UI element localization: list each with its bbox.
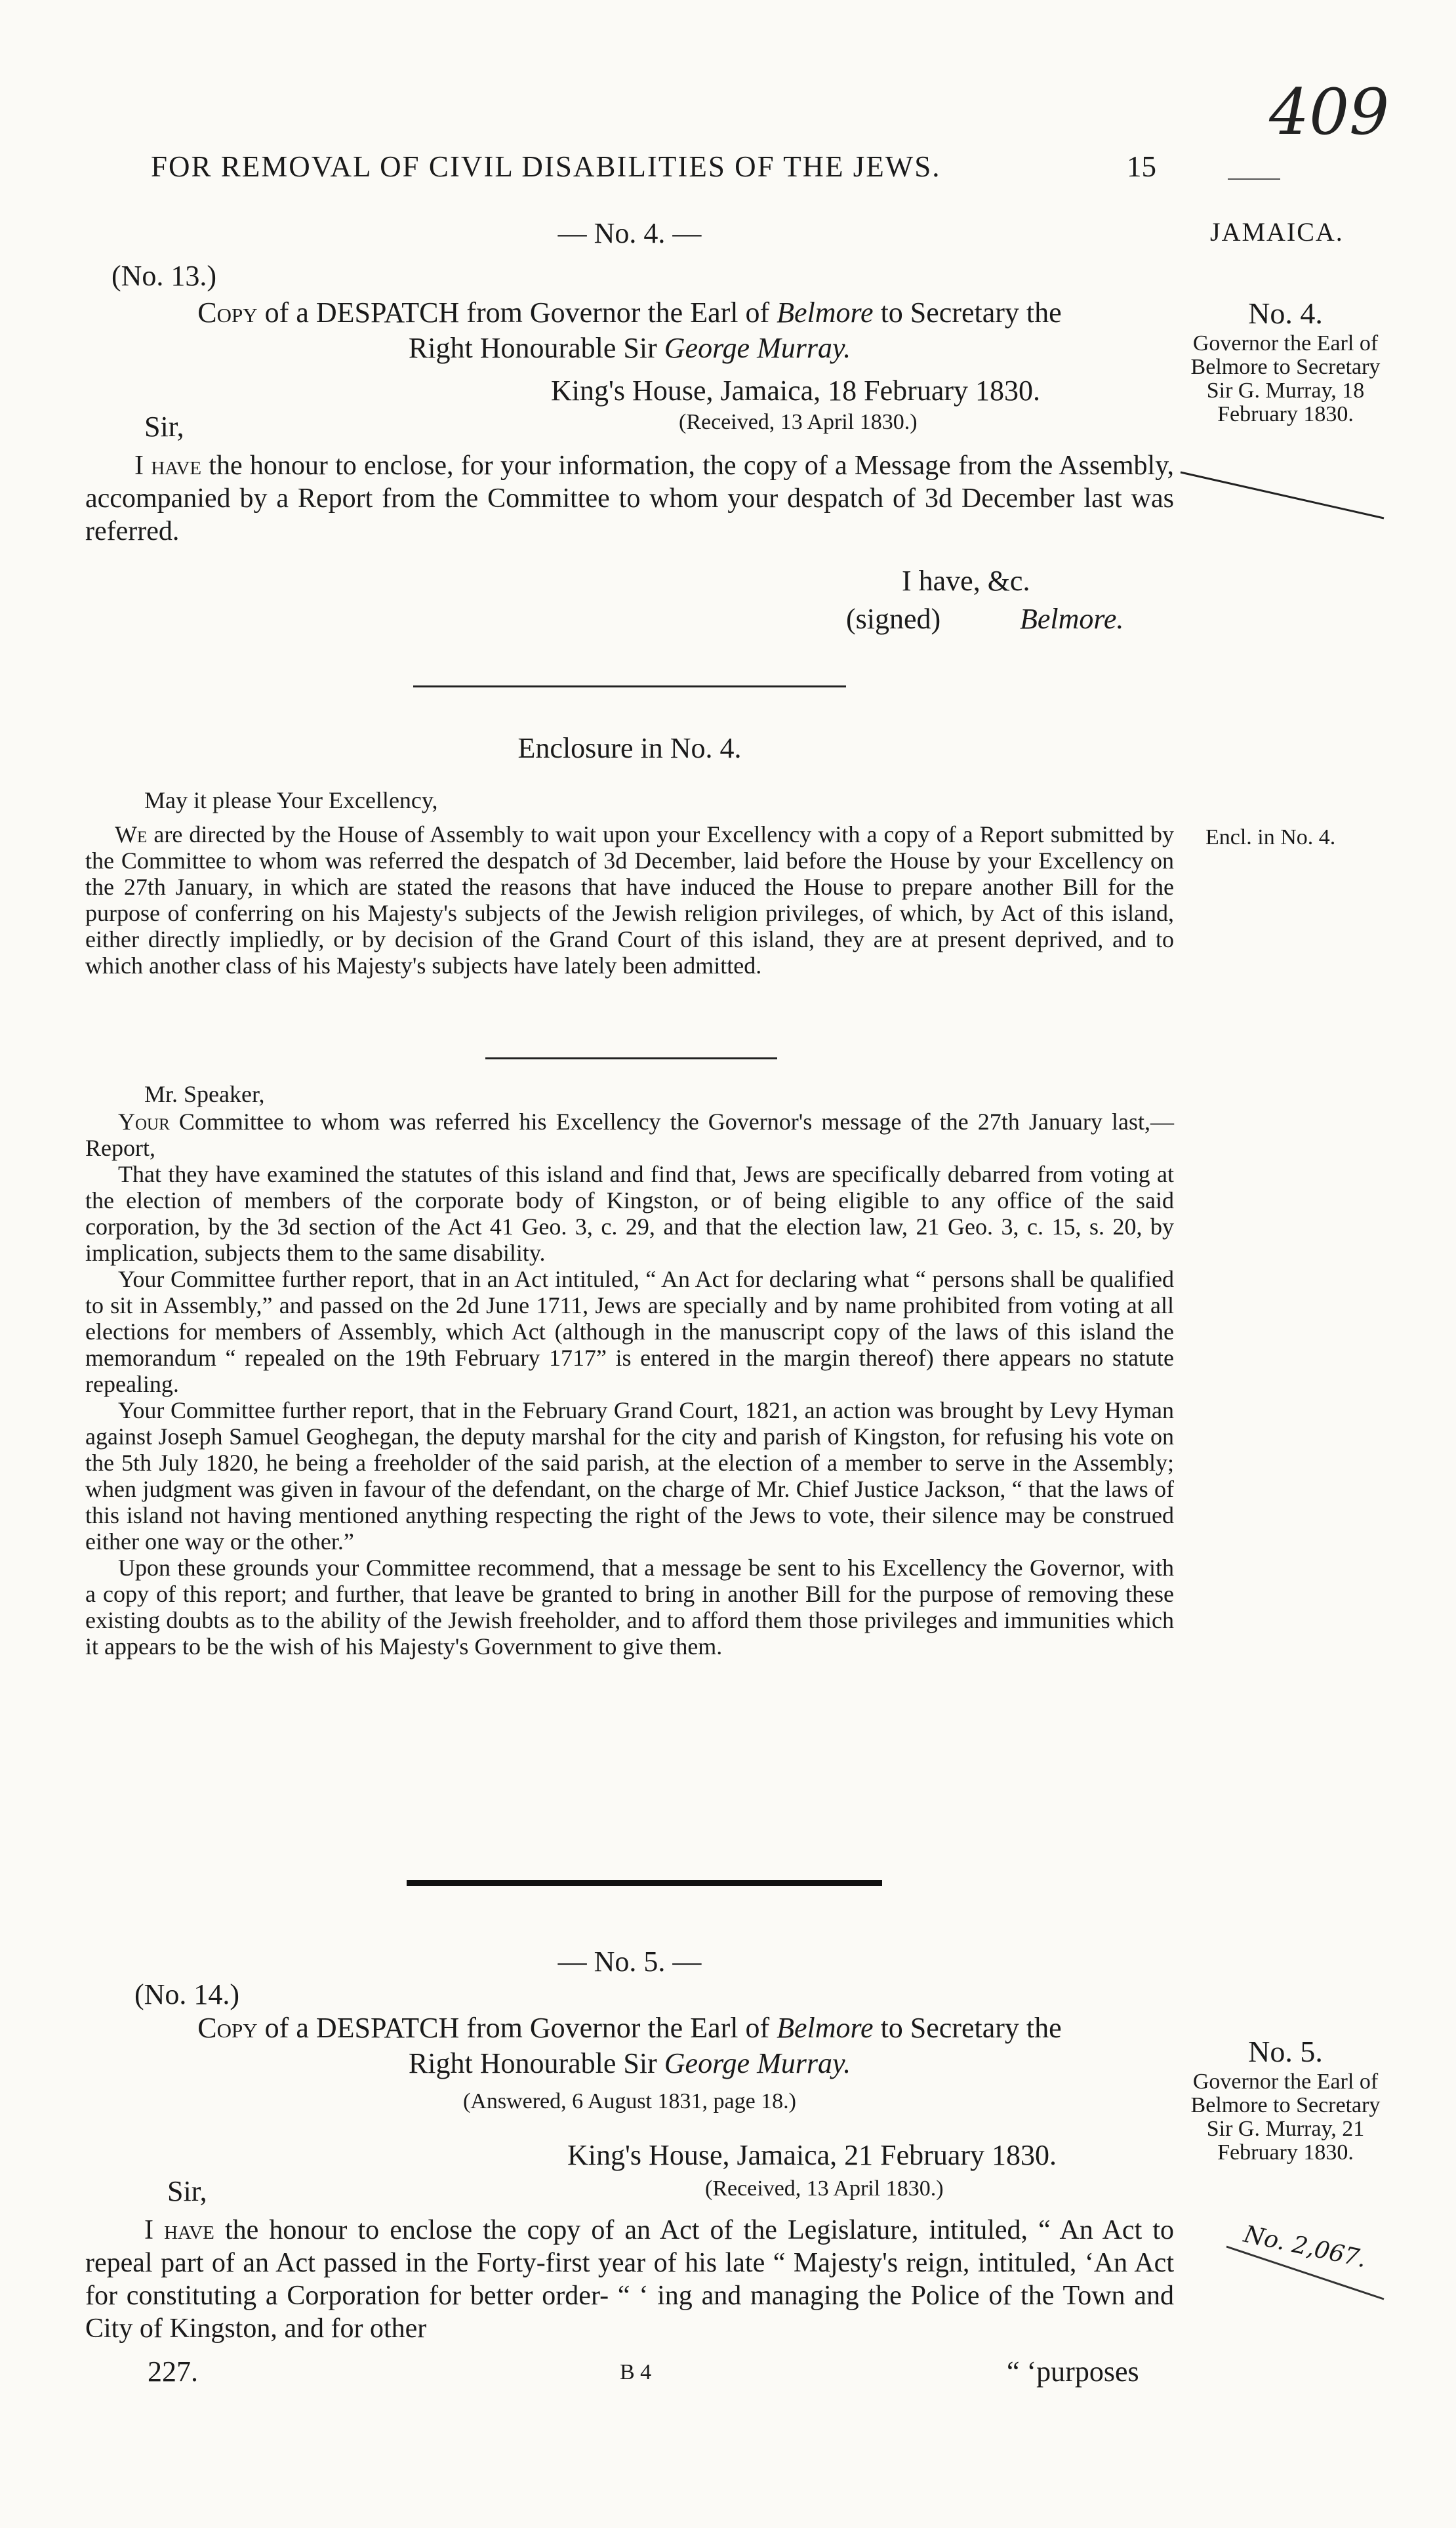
- body-lead: I have: [134, 451, 202, 481]
- no4-margin-note: [1174, 295, 1397, 426]
- no4-received: (Received, 13 April 1830.): [679, 410, 918, 434]
- para-text: are directed by the House of Assembly to wait upon your Excellency with a copy of a Report submitted by the Committee to whom was referred the despatch of 3d December, laid before the House by your Excellency on the 27th January, in which are stated the reasons that have induced the House to prepare another Bill for the purpose of conferring on his Majesty's subjects of the Jewish religion privileges, of which, by Act of this island, either directly impliedly, or by decision of the Grand Court of this island, they are at present deprived, and to which another class of his Majesty's subjects have lately been admitted.: [85, 821, 1174, 979]
- no4-body: [85, 449, 1174, 548]
- body-text: the honour to enclose the copy of an Act of the Legislature, intituled, “ An Act to repeal part of an Act passed in the Forty-first year of his late “ Majesty's reign, intituled, ‘An Act for constituting a Corporation for better order- “ ‘ ing and managing the Police of the Town and City of Kingston, and for other: [85, 2215, 1174, 2344]
- no4-salutation: Sir,: [144, 411, 184, 443]
- no4-signer: Belmore.: [1020, 603, 1124, 635]
- margin-jamaica: JAMAICA.: [1210, 217, 1344, 247]
- report-para-3: Your Committee further report, that in the February Grand Court, 1821, an action was brought by Levy Hyman against Joseph Samuel Geoghegan, the deputy marshal for the city and parish of Kingston, for refusing his vote on the 5th July 1820, he being a freeholder of the said parish, at the election of a member to serve in the Assembly; when judgment was given in favour of the defendant, on the charge of Mr. Chief Justice Jackson, “ that the laws of this island not having mentioned anything respecting the right of the Jews to vote, their silence may be construed either one way or the other.”: [85, 1397, 1174, 1555]
- report-lead: Your: [118, 1109, 170, 1135]
- footer-number: 227.: [148, 2355, 198, 2388]
- body-text: the honour to enclose, for your information, the copy of a Message from the Assembly, accompanied by a Report from the Committee to whom your despatch of 3d December last was referred.: [85, 451, 1174, 546]
- report-para-1: That they have examined the statutes of this island and find that, Jews are specifically debarred from voting at the election of members of the corporate body of Kingston, or of being eligible to any office of the said corporation, by the 3d section of the Act 41 Geo. 3, c. 29, and that the election law, 21 Geo. 3, c. 15, s. 20, by implication, subjects them to the same disability.: [85, 1161, 1174, 1266]
- no4-ref: (No. 13.): [111, 260, 217, 292]
- stamp-underline: [1220, 2237, 1390, 2309]
- para-lead: We: [115, 821, 148, 847]
- title-prefix: Copy: [197, 2012, 258, 2044]
- no5-ref: (No. 14.): [134, 1978, 240, 2010]
- catchword: “ ‘purposes: [1007, 2355, 1139, 2388]
- margin-no: No. 4.: [1248, 296, 1323, 330]
- enclosure-address: May it please Your Excellency,: [144, 787, 438, 813]
- body-lead: I have: [144, 2215, 214, 2245]
- title-main: of a DESPATCH from Governor the Earl of: [257, 2012, 777, 2044]
- title-main: of a DESPATCH from Governor the Earl of: [257, 296, 777, 329]
- page-number: 15: [1127, 150, 1156, 183]
- report-intro: Committee to whom was referred his Excellency the Governor's message of the 27th January last,—Report,: [85, 1109, 1174, 1161]
- title-prefix: Copy: [197, 296, 258, 329]
- title-belmore: Belmore: [777, 296, 874, 329]
- margin-desc: Governor the Earl of Belmore to Secretary Sir G. Murray, 18 February 1830.: [1190, 331, 1381, 426]
- no4-heading: — No. 4. —: [557, 217, 702, 249]
- report-body: [85, 1109, 1174, 1660]
- no5-answered: (Answered, 6 August 1831, page 18.): [462, 2089, 797, 2113]
- title-line2: Right Honourable Sir: [408, 332, 664, 364]
- no4-signed: (signed): [846, 603, 941, 635]
- page-header: FOR REMOVAL OF CIVIL DISABILITIES OF THE JEWS.: [151, 150, 941, 183]
- report-para-4: Upon these grounds your Committee recommend, that a message be sent to his Excellency the Governor, with a copy of this report; and further, that leave be granted to bring in another Bill for the purpose of removing these existing doubts as to the ability of the Jewish freeholder, and to afford them those privileges and immunities which it appears to be the wish of his Majesty's Government to give them.: [85, 1555, 1174, 1660]
- title-mid: to Secretary the: [873, 2012, 1062, 2044]
- title-line2-name: George Murray.: [664, 2047, 851, 2079]
- report-speaker: Mr. Speaker,: [144, 1081, 265, 1107]
- thick-separator: [407, 1880, 882, 1886]
- no5-margin-note: [1174, 2033, 1397, 2165]
- no5-heading: — No. 5. —: [557, 1946, 702, 1978]
- no5-received: (Received, 13 April 1830.): [705, 2176, 944, 2201]
- no4-place-date: King's House, Jamaica, 18 February 1830.: [551, 375, 1041, 407]
- no5-title: [85, 2010, 1174, 2081]
- margin-rule-line: [1174, 446, 1390, 525]
- title-belmore: Belmore: [777, 2012, 874, 2044]
- enclosure-paragraph: [85, 821, 1174, 979]
- footer-signature: B 4: [620, 2360, 652, 2384]
- no4-title: [85, 295, 1174, 366]
- no5-place-date: King's House, Jamaica, 21 February 1830.: [567, 2139, 1057, 2171]
- title-mid: to Secretary the: [873, 296, 1062, 329]
- enclosure-heading: Enclosure in No. 4.: [517, 732, 742, 764]
- handwritten-folio-number: 409: [1269, 75, 1390, 149]
- title-line2-name: George Murray.: [664, 332, 851, 364]
- enclosure-margin: Encl. in No. 4.: [1205, 825, 1336, 849]
- no5-salutation: Sir,: [167, 2175, 207, 2207]
- separator-rule-2: [485, 1057, 777, 1059]
- report-para-2: Your Committee further report, that in an Act intituled, “ An Act for declaring what “ persons shall be qualified to sit in Assembly,” and passed on the 2d June 1711, Jews are specially and by name prohibited from voting at all elections for members of Assembly, which Act (although in the manuscript copy of the laws of this island the memorandum “ repealed on the 19th February 1717” is entered in the margin thereof) there appears no statute repealing.: [85, 1266, 1174, 1397]
- no4-closing: I have, &c.: [902, 565, 1030, 597]
- separator-rule: [413, 685, 846, 687]
- no5-body: [85, 2214, 1174, 2345]
- margin-no: No. 5.: [1248, 2035, 1323, 2068]
- handwritten-dash: [1228, 178, 1280, 180]
- title-line2: Right Honourable Sir: [408, 2047, 664, 2079]
- handwritten-stamp: No. 2,067.: [1241, 2220, 1369, 2273]
- margin-desc: Governor the Earl of Belmore to Secretary Sir G. Murray, 21 February 1830.: [1190, 2069, 1381, 2165]
